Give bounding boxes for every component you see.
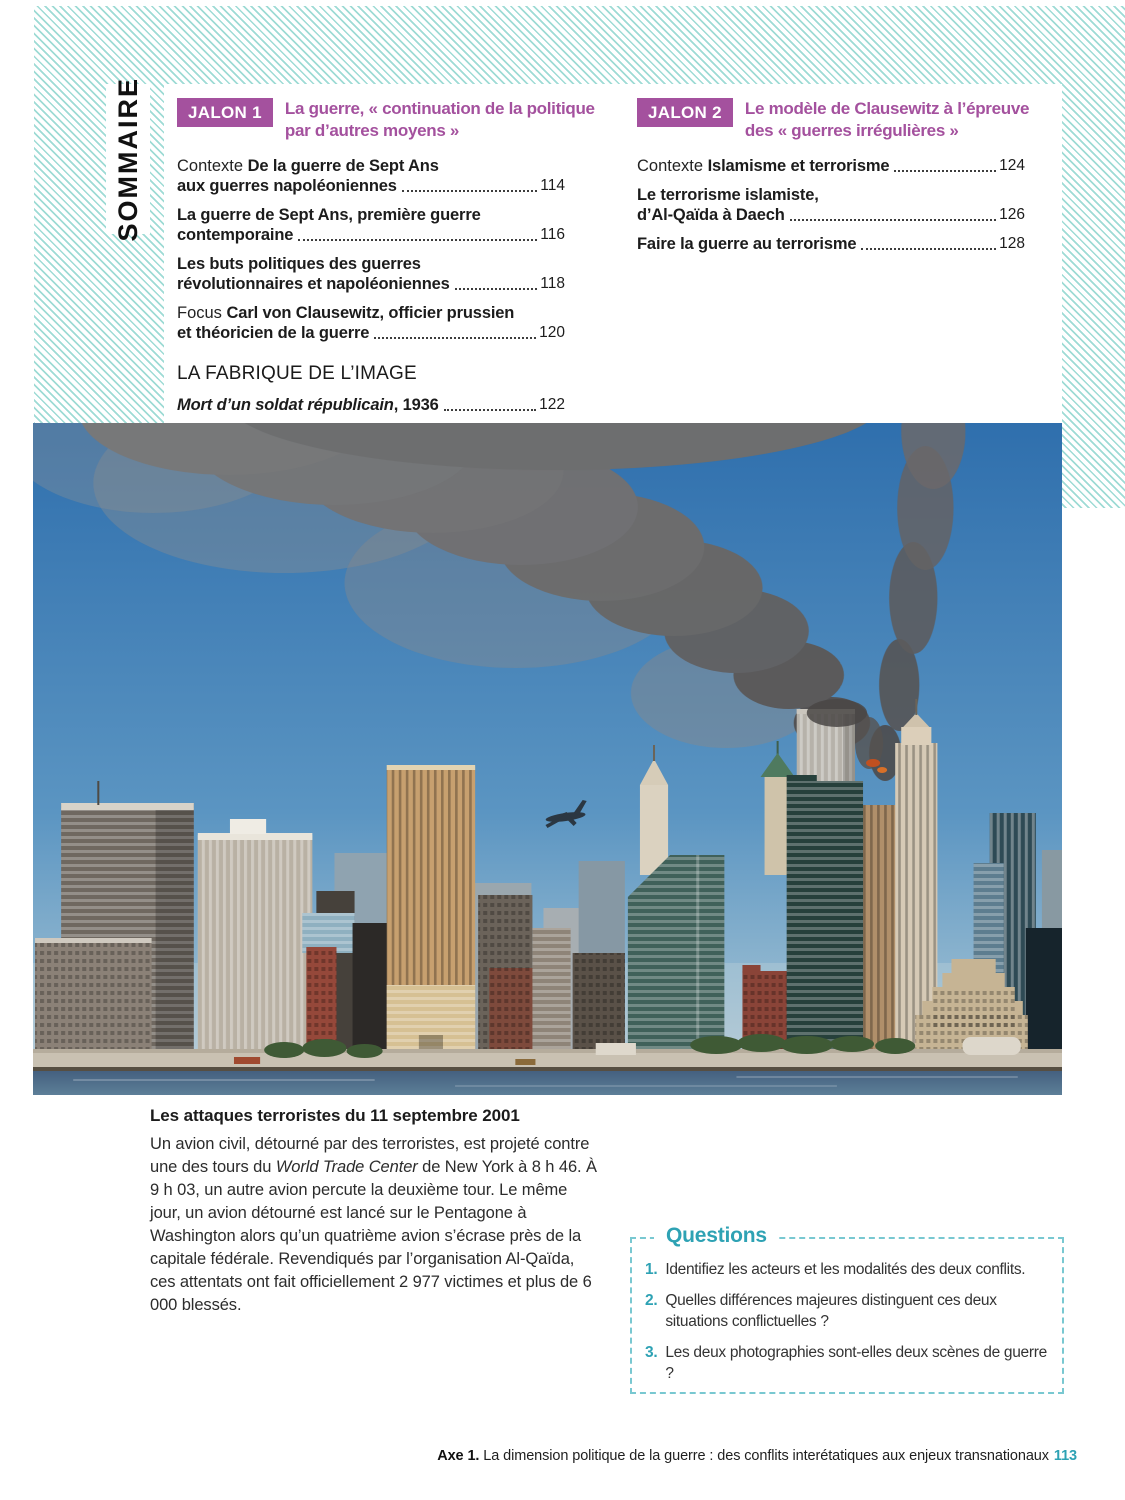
toc-entry-page: 128 [999,235,1025,252]
sommaire-vertical-label [106,76,150,242]
toc-entry-title-line2: révolutionnaires et napoléoniennes [177,275,450,293]
leader-dots [861,248,996,250]
toc-entry-title-line2: aux guerres napoléoniennes [177,177,397,195]
sommaire-text: SOMMAIRE [112,76,143,242]
leader-dots [444,409,536,411]
photo-caption [150,1106,598,1317]
jalon1-badge: JALON 1 [177,98,273,127]
toc-entry-title-line1: Carl von Clausewitz, officier prussien [226,304,515,322]
jalon2-title-line2: des « guerres irrégulières » [744,121,959,140]
jalon2-header [637,98,1057,142]
toc-entry [177,205,565,245]
footer-axe-label: Axe 1. [437,1448,480,1464]
toc-entry [177,303,565,343]
table-of-contents-panel [164,84,1062,423]
question-number: 1. [645,1261,658,1278]
question-item [645,1290,1052,1332]
fabrique-entry-title: Mort d’un soldat républicain, 1936 [177,396,439,414]
page-footer [437,1448,1077,1464]
toc-entry-prefix: Contexte [637,157,708,175]
leader-dots [298,239,537,241]
questions-box [630,1224,1064,1394]
leader-dots [374,337,536,339]
jalon2-badge: JALON 2 [637,98,733,127]
fabrique-entry [177,395,565,415]
caption-title: Les attaques terroristes du 11 septembre 2001 [150,1106,520,1125]
toc-entry-page: 126 [999,206,1025,223]
caption-body: Un avion civil, détourné par des terroristes, est projeté contre une des tours du World Trade Center de New York à 8 h 46. À 9 h 03, un autre avion percute la deuxième tour. Le même jour, un avion détourné est lancé sur le Pentagone à Washington alors qu’un quatrième avion s’écrase près de la capitale fédérale. Revendiqués par l’organisation Al-Qaïda, ces attentats ont fait officiellement 2 977 victimes et plus de 6 000 blessés. [150,1135,597,1314]
footer-text: La dimension politique de la guerre : des conflits interétatiques aux enjeux transnationaux [479,1448,1049,1464]
jalon2-title-line1: Le modèle de Clausewitz à l’épreuve [744,99,1030,118]
toc-entry-prefix: Contexte [177,157,248,175]
leader-dots [402,190,537,192]
toc-entry [177,156,565,196]
fabrique-heading: LA FABRIQUE DE L’IMAGE [177,363,417,384]
toc-entry-page: 116 [540,226,565,243]
toc-entry-title-line2: d’Al-Qaïda à Daech [637,206,785,224]
jalon1-toc [177,156,565,343]
leader-dots [790,219,996,221]
jalon2-title [745,98,1029,142]
toc-entry-title-line1: La guerre de Sept Ans, première guerre [177,206,481,224]
toc-entry-title-line1: Le terrorisme islamiste, [637,186,819,204]
question-text: Les deux photographies sont-elles deux scènes de guerre ? [665,1344,1047,1382]
toc-entry-title-line1: Les buts politiques des guerres [177,255,421,273]
toc-entry-title-line1: Faire la guerre au terrorisme [637,235,857,253]
question-text: Identifiez les acteurs et les modalités des deux conflits. [665,1261,1026,1278]
jalon2-toc [637,156,1025,254]
jalon1-section [177,98,597,424]
question-number: 2. [645,1292,658,1309]
toc-entry [177,254,565,294]
photo-9-11-attacks [33,423,1062,1095]
jalon1-title-line1: La guerre, « continuation de la politique [284,99,595,118]
fabrique-entry-page: 122 [539,396,565,413]
toc-entry [637,185,1025,225]
toc-entry-title-line2: et théoricien de la guerre [177,324,370,342]
toc-entry-title-line2: contemporaine [177,226,294,244]
jalon1-title [285,98,595,142]
toc-entry-prefix: Focus [177,304,227,322]
footer-page-number: 113 [1053,1448,1077,1464]
water [33,1071,1062,1095]
toc-entry-page: 120 [539,324,565,341]
jalon1-header [177,98,597,142]
question-item [645,1342,1052,1384]
question-number: 3. [645,1344,658,1361]
question-text: Quelles différences majeures distinguent ces deux situations conflictuelles ? [665,1292,997,1330]
jalon1-title-line2: par d’autres moyens » [284,121,460,140]
questions-title: Questions [654,1224,779,1248]
toc-entry-title-line1: De la guerre de Sept Ans [247,157,439,175]
leader-dots [894,170,996,172]
leader-dots [455,288,538,290]
toc-entry-page: 124 [999,157,1025,174]
toc-entry-title-line1: Islamisme et terrorisme [707,157,890,175]
toc-entry-page: 118 [540,275,565,292]
toc-entry [637,234,1025,254]
toc-entry [637,156,1025,176]
toc-entry-page: 114 [540,177,565,194]
question-item [645,1259,1052,1280]
questions-list [632,1239,1062,1384]
jalon2-section [637,98,1057,263]
